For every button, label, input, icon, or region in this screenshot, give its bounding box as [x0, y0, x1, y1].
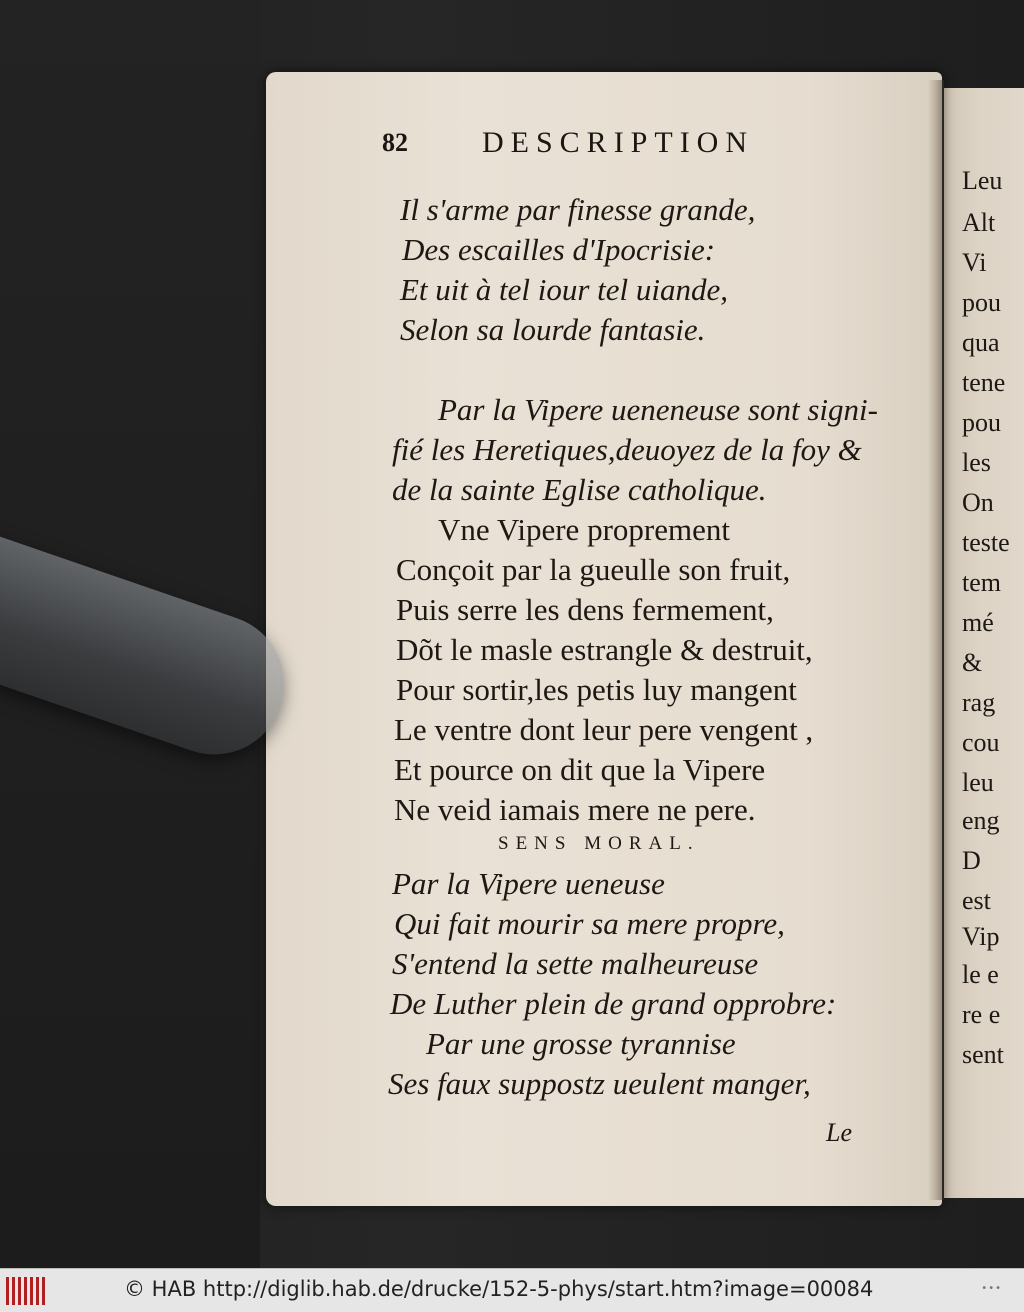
page-number: 82 — [382, 128, 408, 157]
prose-line: fié les Heretiques,deuoyez de la foy & — [392, 432, 862, 467]
verse-line: Puis serre les dens fermement, — [396, 592, 774, 627]
adjacent-page-fragment: le e — [962, 960, 999, 989]
verse-line: Pour sortir,les petis luy mangent — [396, 672, 797, 707]
verse-line: Et pource on dit que la Vipere — [394, 752, 766, 787]
adjacent-page-fragment: les — [962, 448, 991, 477]
adjacent-page-fragment: Vip — [962, 922, 1000, 951]
running-title: DESCRIPTION — [482, 126, 755, 159]
adjacent-page-fragment: mé — [962, 608, 994, 637]
adjacent-page-fragment: re e — [962, 1000, 1001, 1029]
verse-line: Ses faux suppostz ueulent manger, — [388, 1066, 811, 1101]
prose-line: de la sainte Eglise catholique. — [392, 472, 767, 507]
adjacent-page-fragment: Vi — [962, 248, 987, 277]
footer-credit: © HAB http://diglib.hab.de/drucke/152-5-phys/start.htm?image=00084 — [124, 1277, 874, 1301]
verse-line: Conçoit par la gueulle son fruit, — [396, 552, 791, 587]
section-heading: SENS MORAL. — [498, 833, 700, 854]
verse-line: Par une grosse tyrannise — [426, 1026, 736, 1061]
verse-line: S'entend la sette malheureuse — [392, 946, 759, 981]
adjacent-page-fragment: Leu — [962, 166, 1003, 195]
adjacent-page-fragment: cou — [962, 728, 1000, 757]
adjacent-page-fragment: leu — [962, 768, 994, 797]
verse-line: De Luther plein de grand opprobre: — [390, 986, 837, 1021]
adjacent-page-fragment: eng — [962, 806, 1000, 835]
adjacent-page-fragment: pou — [962, 408, 1001, 437]
verse-line: Le ventre dont leur pere vengent , — [394, 712, 814, 747]
running-head — [382, 126, 812, 166]
prose-line: Par la Vipere ueneneuse sont signi- — [438, 392, 878, 427]
verse-line: Par la Vipere ueneuse — [392, 866, 665, 901]
page-gutter — [928, 80, 944, 1200]
adjacent-page-fragment: Alt — [962, 208, 996, 237]
verse-line: Et uit à tel iour tel uiande, — [400, 272, 729, 307]
verse-line: Vne Vipere proprement — [438, 512, 730, 547]
adjacent-page-fragment: On — [962, 488, 994, 517]
verse-line: Dõt le masle estrangle & destruit, — [396, 632, 813, 667]
verse-line: Selon sa lourde fantasie. — [400, 312, 706, 347]
verse-line: Qui fait mourir sa mere propre, — [394, 906, 785, 941]
verse-line: Il s'arme par finesse grande, — [400, 192, 756, 227]
adjacent-page-fragment: tem — [962, 568, 1001, 597]
adjacent-page-fragment: rag — [962, 688, 996, 717]
footer-dots-icon: ••• — [981, 1283, 1002, 1294]
adjacent-page-fragment: qua — [962, 328, 1000, 357]
adjacent-page-fragment: tene — [962, 368, 1006, 397]
verse-line: Ne veid iamais mere ne pere. — [394, 792, 756, 827]
adjacent-page-fragment: teste — [962, 528, 1010, 557]
hab-logo-icon — [6, 1277, 46, 1305]
adjacent-page-fragment: pou — [962, 288, 1001, 317]
adjacent-page-fragment: est — [962, 886, 991, 915]
adjacent-page-fragment: & — [962, 648, 983, 677]
footer-bar — [0, 1268, 1024, 1312]
adjacent-page — [944, 88, 1024, 1198]
adjacent-page-fragment: sent — [962, 1040, 1004, 1069]
adjacent-page-fragment: D — [962, 846, 981, 875]
catchword: Le — [826, 1118, 852, 1147]
verse-line: Des escailles d'Ipocrisie: — [402, 232, 716, 267]
